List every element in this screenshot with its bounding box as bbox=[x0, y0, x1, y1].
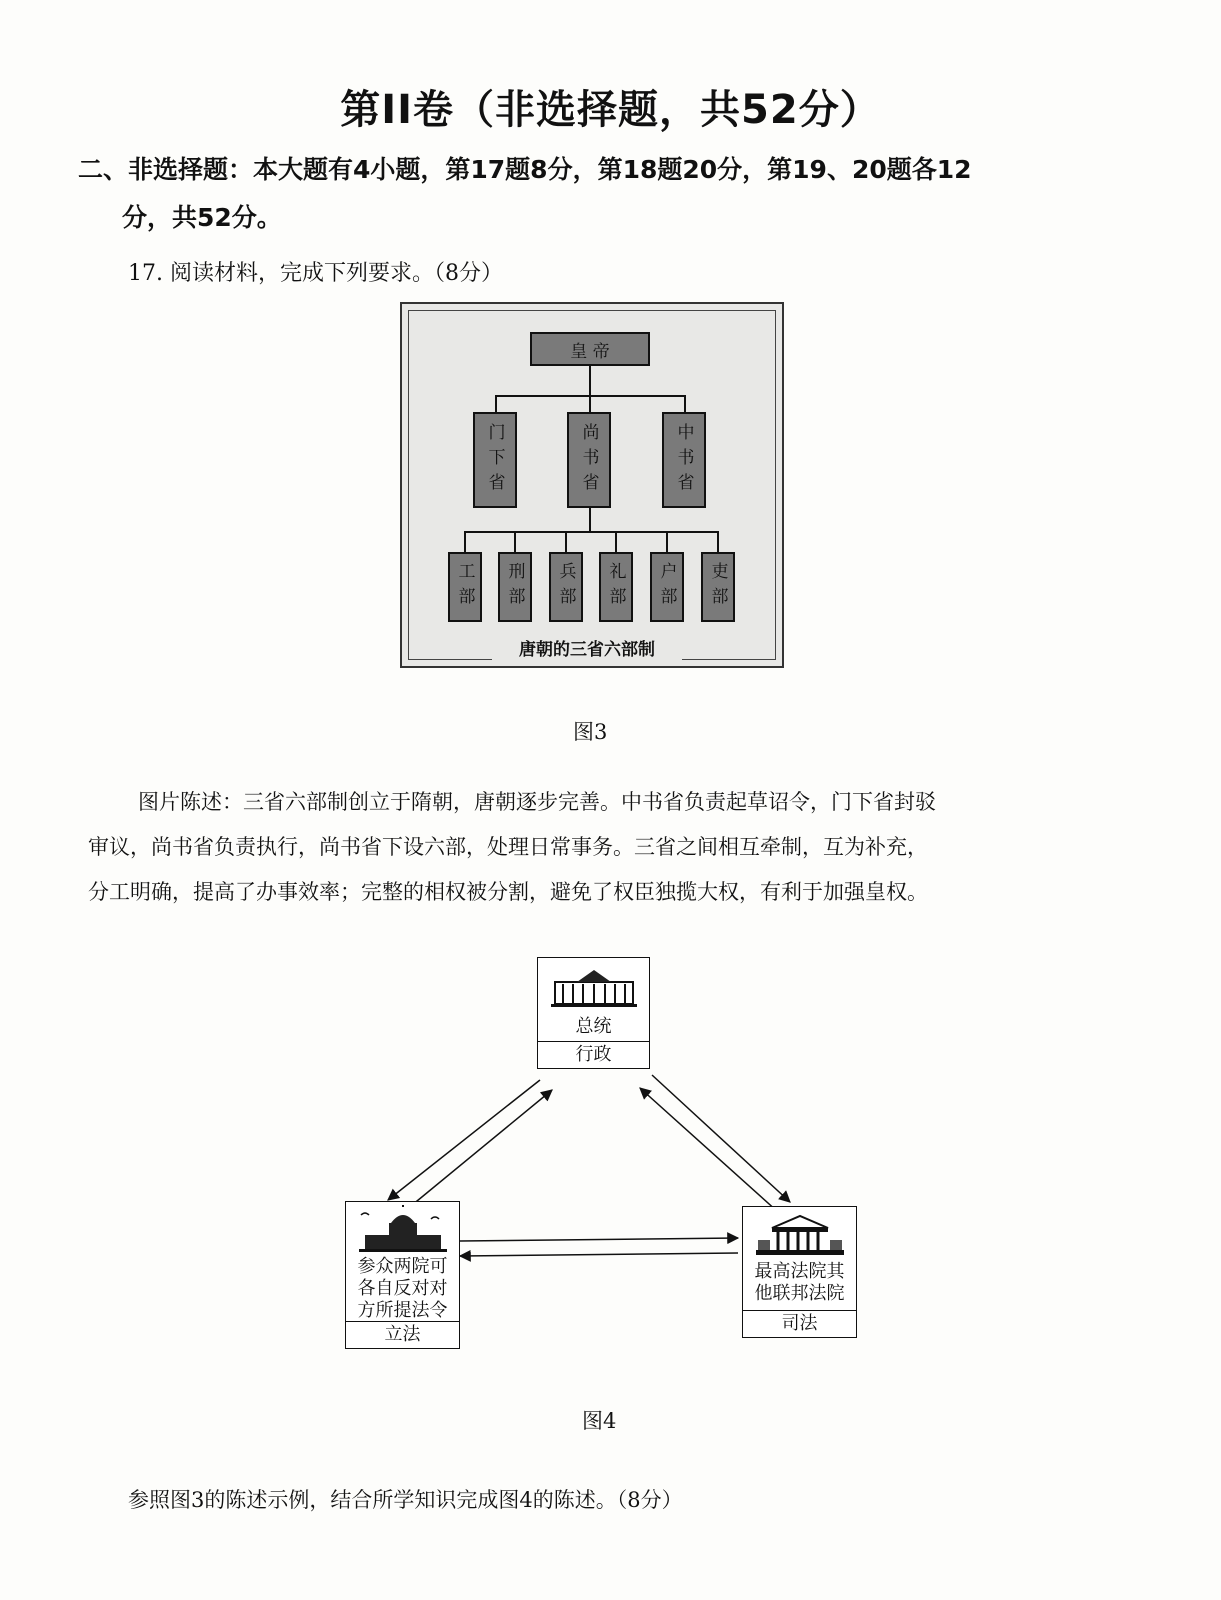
legislative-name: 参众两院可各自反对对方所提法令 bbox=[357, 1256, 448, 1321]
description-line: 分工明确，提高了办事效率；完整的相权被分割，避免了权臣独揽大权，有利于加强皇权。 bbox=[88, 880, 928, 904]
province-shangshu: 尚书省 bbox=[567, 412, 611, 508]
capitol-icon bbox=[346, 1202, 459, 1256]
ministry-rites: 礼部 bbox=[599, 552, 633, 622]
page-title: 第II卷（非选择题，共52分） bbox=[340, 87, 881, 133]
section-heading: 二、非选择题：本大题有4小题，第17题8分，第18题20分，第19、20题各12 bbox=[78, 155, 972, 184]
judicial-name: 最高法院其他联邦法院 bbox=[754, 1261, 845, 1304]
ministry-justice: 刑部 bbox=[498, 552, 532, 622]
judicial-branch-box bbox=[742, 1206, 857, 1338]
question-17-intro: 17. 阅读材料，完成下列要求。（8分） bbox=[128, 261, 503, 286]
description-line: 审议，尚书省负责执行，尚书省下设六部，处理日常事务。三省之间相互牵制，互为补充， bbox=[88, 835, 928, 859]
ministry-war: 兵部 bbox=[549, 552, 583, 622]
figure-3-tang-structure bbox=[400, 302, 784, 668]
legislative-role: 立法 bbox=[346, 1321, 459, 1348]
supreme-court-icon bbox=[743, 1207, 856, 1261]
figure-4-label: 图4 bbox=[582, 1409, 617, 1433]
ministry-revenue: 户部 bbox=[650, 552, 684, 622]
executive-name: 总统 bbox=[575, 1016, 612, 1037]
province-zhongshu: 中书省 bbox=[662, 412, 706, 508]
figure-3-caption: 唐朝的三省六部制 bbox=[492, 635, 682, 660]
executive-branch-box bbox=[537, 957, 650, 1069]
figure-3-label: 图3 bbox=[573, 720, 608, 744]
emperor-box: 皇 帝 bbox=[530, 332, 650, 366]
executive-role: 行政 bbox=[538, 1041, 649, 1068]
section-heading-cont: 分，共52分。 bbox=[122, 203, 282, 232]
province-menxia: 门下省 bbox=[473, 412, 517, 508]
white-house-icon bbox=[538, 958, 649, 1012]
description-line: 图片陈述：三省六部制创立于隋朝，唐朝逐步完善。中书省负责起草诏令，门下省封驳 bbox=[138, 790, 936, 814]
figure-3-description bbox=[88, 780, 1133, 915]
judicial-role: 司法 bbox=[743, 1310, 856, 1337]
ministry-personnel: 吏部 bbox=[701, 552, 735, 622]
task-instruction: 参照图3的陈述示例，结合所学知识完成图4的陈述。（8分） bbox=[128, 1488, 683, 1512]
ministry-works: 工部 bbox=[448, 552, 482, 622]
legislative-branch-box bbox=[345, 1201, 460, 1349]
